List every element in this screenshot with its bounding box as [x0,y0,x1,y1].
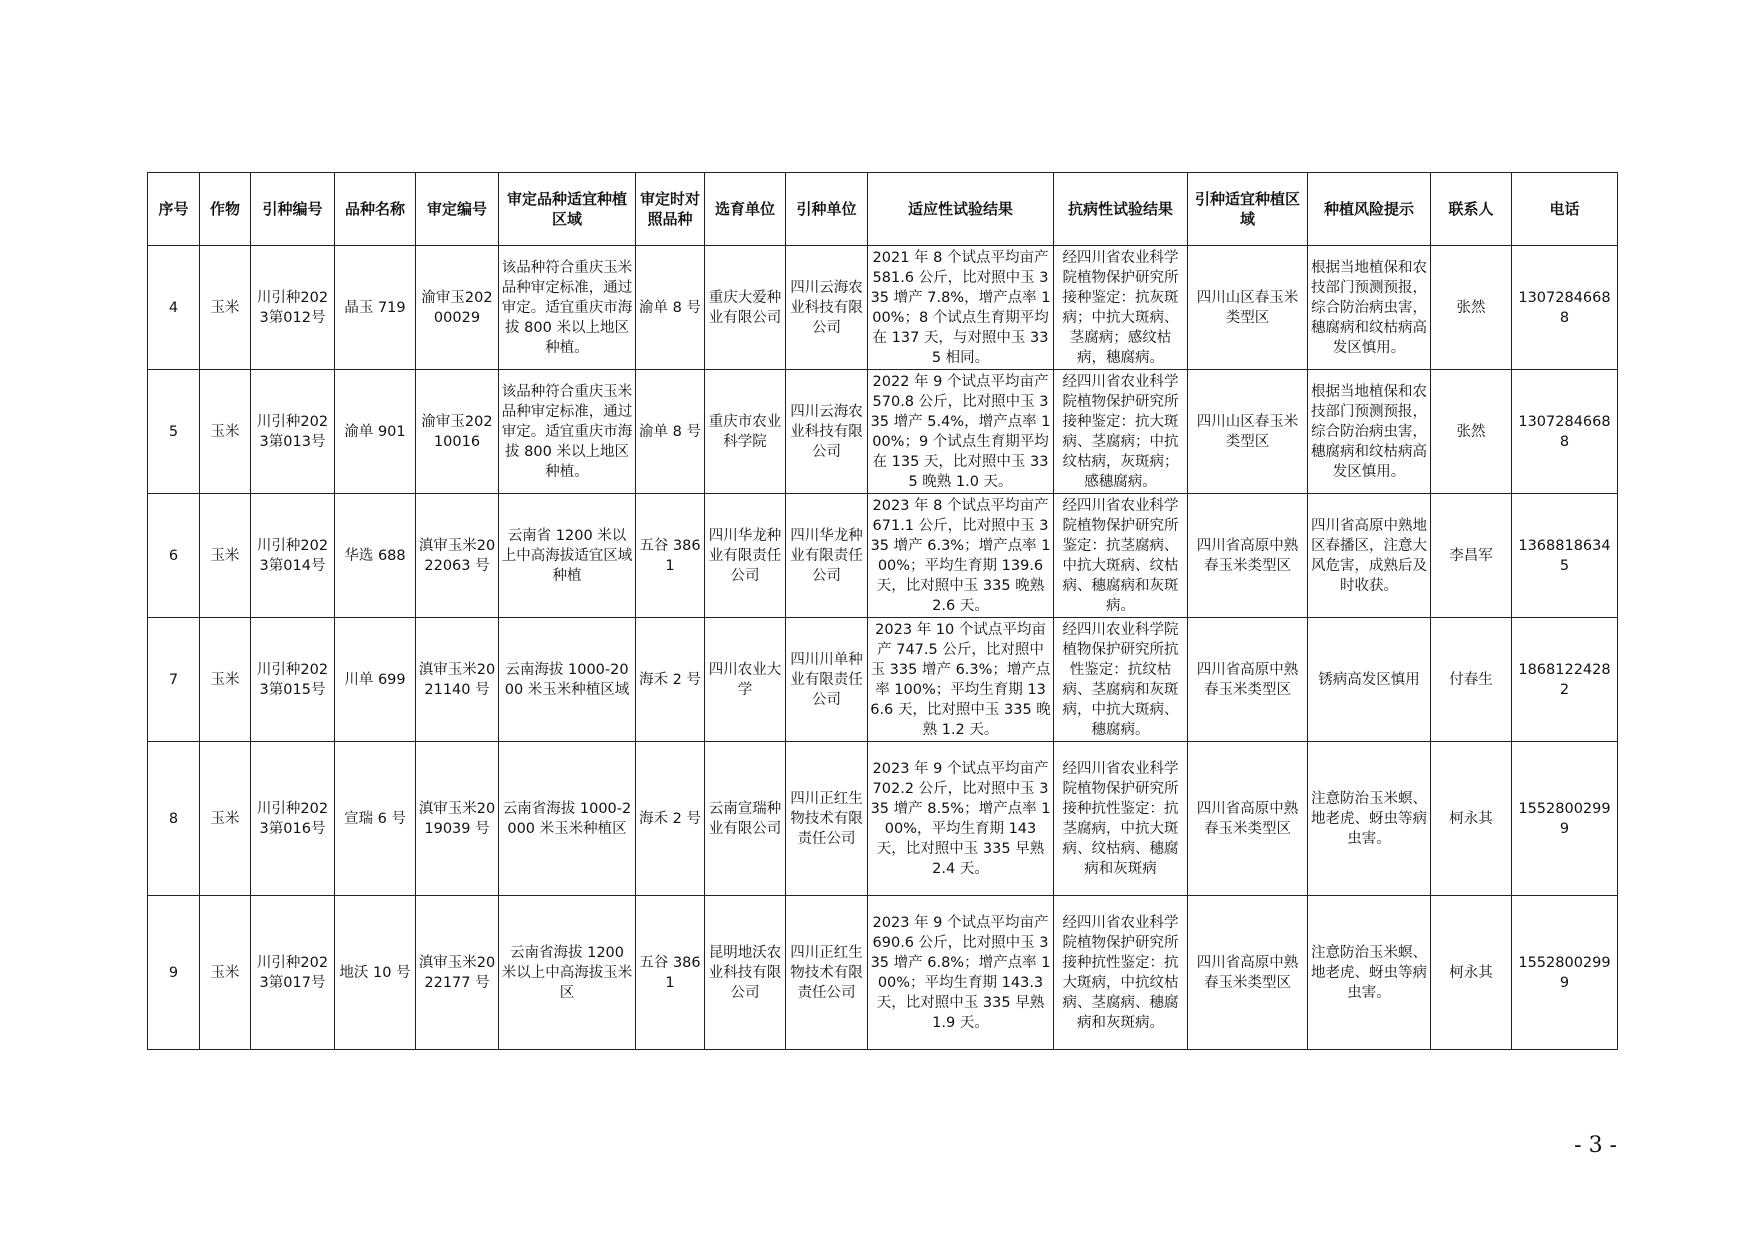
cell-introducer: 四川云海农业科技有限公司 [786,370,868,494]
cell-suit: 四川山区春玉米类型区 [1188,246,1308,370]
table-row [148,618,1618,742]
cell-breeder: 云南宣瑞种业有限公司 [705,742,786,896]
cell-disease: 经四川省农业科学院植物保护研究所鉴定：抗茎腐病、中抗大斑病、纹枯病、穗腐病和灰斑病。 [1054,494,1188,618]
cell-region: 该品种符合重庆玉米品种审定标准，通过审定。适宜重庆市海拔 800 米以上地区种植。 [499,370,636,494]
header-region: 审定品种适宜种植区域 [499,173,636,246]
cell-contact: 张然 [1431,246,1512,370]
cell-suit: 四川省高原中熟春玉米类型区 [1188,494,1308,618]
cell-breeder: 四川华龙种业有限责任公司 [705,494,786,618]
cell-no: 4 [148,246,200,370]
cell-code: 川引种2023第012号 [251,246,335,370]
cell-check: 渝单 8 号 [636,370,705,494]
cell-contact: 柯永其 [1431,896,1512,1050]
cell-approval: 滇审玉米2022177 号 [416,896,499,1050]
table-row [148,742,1618,896]
cell-breeder: 昆明地沃农业科技有限公司 [705,896,786,1050]
cell-crop: 玉米 [200,618,251,742]
header-code: 引种编号 [251,173,335,246]
cell-adapt: 2023 年 9 个试点平均亩产 690.6 公斤，比对照中玉 335 增产 6.8%；增产点率 100%；平均生育期 143.3 天，比对照中玉 335 早熟 1.9 天。 [868,896,1054,1050]
cell-suit: 四川省高原中熟春玉米类型区 [1188,742,1308,896]
cell-check: 五谷 3861 [636,494,705,618]
header-variety: 品种名称 [335,173,416,246]
cell-risk: 注意防治玉米螟、地老虎、蚜虫等病虫害。 [1308,896,1431,1050]
cell-adapt: 2023 年 9 个试点平均亩产 702.2 公斤，比对照中玉 335 增产 8.5%；增产点率 100%，平均生育期 143 天，比对照中玉 335 早熟 2.4 天。 [868,742,1054,896]
cell-disease: 经四川农业科学院植物保护研究所抗性鉴定：抗纹枯病、茎腐病和灰斑病，中抗大斑病、穗腐病。 [1054,618,1188,742]
cell-code: 川引种2023第017号 [251,896,335,1050]
table-header-row [148,173,1618,246]
cell-no: 7 [148,618,200,742]
cell-introducer: 四川云海农业科技有限公司 [786,246,868,370]
cell-phone: 15528002999 [1512,896,1618,1050]
table-row [148,494,1618,618]
cell-breeder: 四川农业大学 [705,618,786,742]
cell-no: 6 [148,494,200,618]
cell-check: 海禾 2 号 [636,742,705,896]
cell-breeder: 重庆市农业科学院 [705,370,786,494]
cell-crop: 玉米 [200,370,251,494]
cell-crop: 玉米 [200,896,251,1050]
variety-table [147,172,1618,1050]
cell-variety: 宣瑞 6 号 [335,742,416,896]
cell-region: 云南省海拔 1000-2000 米玉米种植区 [499,742,636,896]
cell-suit: 四川省高原中熟春玉米类型区 [1188,896,1308,1050]
cell-region: 云南省 1200 米以上中高海拔适宜区域种植 [499,494,636,618]
cell-crop: 玉米 [200,246,251,370]
cell-risk: 锈病高发区慎用 [1308,618,1431,742]
cell-variety: 晶玉 719 [335,246,416,370]
cell-disease: 经四川省农业科学院植物保护研究所接种抗性鉴定：抗茎腐病，中抗大斑病、纹枯病、穗腐病和灰斑病 [1054,742,1188,896]
cell-contact: 付春生 [1431,618,1512,742]
header-risk: 种植风险提示 [1308,173,1431,246]
cell-approval: 渝审玉20200029 [416,246,499,370]
cell-contact: 柯永其 [1431,742,1512,896]
cell-code: 川引种2023第013号 [251,370,335,494]
cell-code: 川引种2023第016号 [251,742,335,896]
cell-adapt: 2022 年 9 个试点平均亩产 570.8 公斤，比对照中玉 335 增产 5.4%，增产点率 100%；9 个试点生育期平均在 135 天，比对照中玉 335 晚熟 1.0 天。 [868,370,1054,494]
cell-adapt: 2023 年 10 个试点平均亩产 747.5 公斤，比对照中玉 335 增产 6.3%；增产点率 100%；平均生育期 136.6 天，比对照中玉 335 晚熟 1.2 天。 [868,618,1054,742]
header-adapt: 适应性试验结果 [868,173,1054,246]
cell-risk: 根据当地植保和农技部门预测预报，综合防治病虫害，穗腐病和纹枯病高发区慎用。 [1308,246,1431,370]
cell-adapt: 2021 年 8 个试点平均亩产 581.6 公斤，比对照中玉 335 增产 7.8%，增产点率 100%；8 个试点生育期平均在 137 天，与对照中玉 335 相同。 [868,246,1054,370]
cell-variety: 川单 699 [335,618,416,742]
cell-approval: 滇审玉米2021140 号 [416,618,499,742]
cell-phone: 15528002999 [1512,742,1618,896]
cell-suit: 四川省高原中熟春玉米类型区 [1188,618,1308,742]
cell-approval: 滇审玉米2022063 号 [416,494,499,618]
cell-introducer: 四川川单种业有限责任公司 [786,618,868,742]
table-row [148,896,1618,1050]
cell-breeder: 重庆大爱种业有限公司 [705,246,786,370]
cell-no: 8 [148,742,200,896]
header-introducer: 引种单位 [786,173,868,246]
header-no: 序号 [148,173,200,246]
page-number: - 3 - [1574,1133,1617,1158]
cell-variety: 地沃 10 号 [335,896,416,1050]
header-contact: 联系人 [1431,173,1512,246]
cell-contact: 张然 [1431,370,1512,494]
cell-approval: 渝审玉20210016 [416,370,499,494]
cell-no: 5 [148,370,200,494]
cell-code: 川引种2023第014号 [251,494,335,618]
cell-introducer: 四川正红生物技术有限责任公司 [786,896,868,1050]
cell-check: 渝单 8 号 [636,246,705,370]
cell-phone: 13688186345 [1512,494,1618,618]
cell-risk: 四川省高原中熟地区春播区，注意大风危害，成熟后及时收获。 [1308,494,1431,618]
cell-no: 9 [148,896,200,1050]
cell-region: 云南省海拔 1200 米以上中高海拔玉米区 [499,896,636,1050]
cell-crop: 玉米 [200,742,251,896]
cell-contact: 李昌军 [1431,494,1512,618]
cell-variety: 渝单 901 [335,370,416,494]
cell-phone: 13072846688 [1512,370,1618,494]
header-disease: 抗病性试验结果 [1054,173,1188,246]
cell-code: 川引种2023第015号 [251,618,335,742]
header-suit: 引种适宜种植区域 [1188,173,1308,246]
header-approval: 审定编号 [416,173,499,246]
cell-check: 五谷 3861 [636,896,705,1050]
cell-suit: 四川山区春玉米类型区 [1188,370,1308,494]
header-breeder: 选育单位 [705,173,786,246]
cell-check: 海禾 2 号 [636,618,705,742]
cell-crop: 玉米 [200,494,251,618]
cell-approval: 滇审玉米2019039 号 [416,742,499,896]
table-row [148,370,1618,494]
cell-phone: 13072846688 [1512,246,1618,370]
cell-introducer: 四川华龙种业有限责任公司 [786,494,868,618]
cell-disease: 经四川省农业科学院植物保护研究所接种鉴定：抗灰斑病；中抗大斑病、茎腐病；感纹枯病，穗腐病。 [1054,246,1188,370]
cell-region: 云南海拔 1000-2000 米玉米种植区域 [499,618,636,742]
header-phone: 电话 [1512,173,1618,246]
header-check: 审定时对照品种 [636,173,705,246]
cell-variety: 华选 688 [335,494,416,618]
cell-disease: 经四川省农业科学院植物保护研究所接种抗性鉴定：抗大斑病，中抗纹枯病、茎腐病、穗腐病和灰斑病。 [1054,896,1188,1050]
cell-region: 该品种符合重庆玉米品种审定标准，通过审定。适宜重庆市海拔 800 米以上地区种植。 [499,246,636,370]
cell-introducer: 四川正红生物技术有限责任公司 [786,742,868,896]
cell-risk: 根据当地植保和农技部门预测预报，综合防治病虫害，穗腐病和纹枯病高发区慎用。 [1308,370,1431,494]
cell-risk: 注意防治玉米螟、地老虎、蚜虫等病虫害。 [1308,742,1431,896]
header-crop: 作物 [200,173,251,246]
cell-disease: 经四川省农业科学院植物保护研究所接种鉴定：抗大斑病、茎腐病；中抗纹枯病，灰斑病；感穗腐病。 [1054,370,1188,494]
cell-adapt: 2023 年 8 个试点平均亩产 671.1 公斤，比对照中玉 335 增产 6.3%；增产点率 100%；平均生育期 139.6 天，比对照中玉 335 晚熟 2.6 天。 [868,494,1054,618]
table-row [148,246,1618,370]
cell-phone: 18681224282 [1512,618,1618,742]
